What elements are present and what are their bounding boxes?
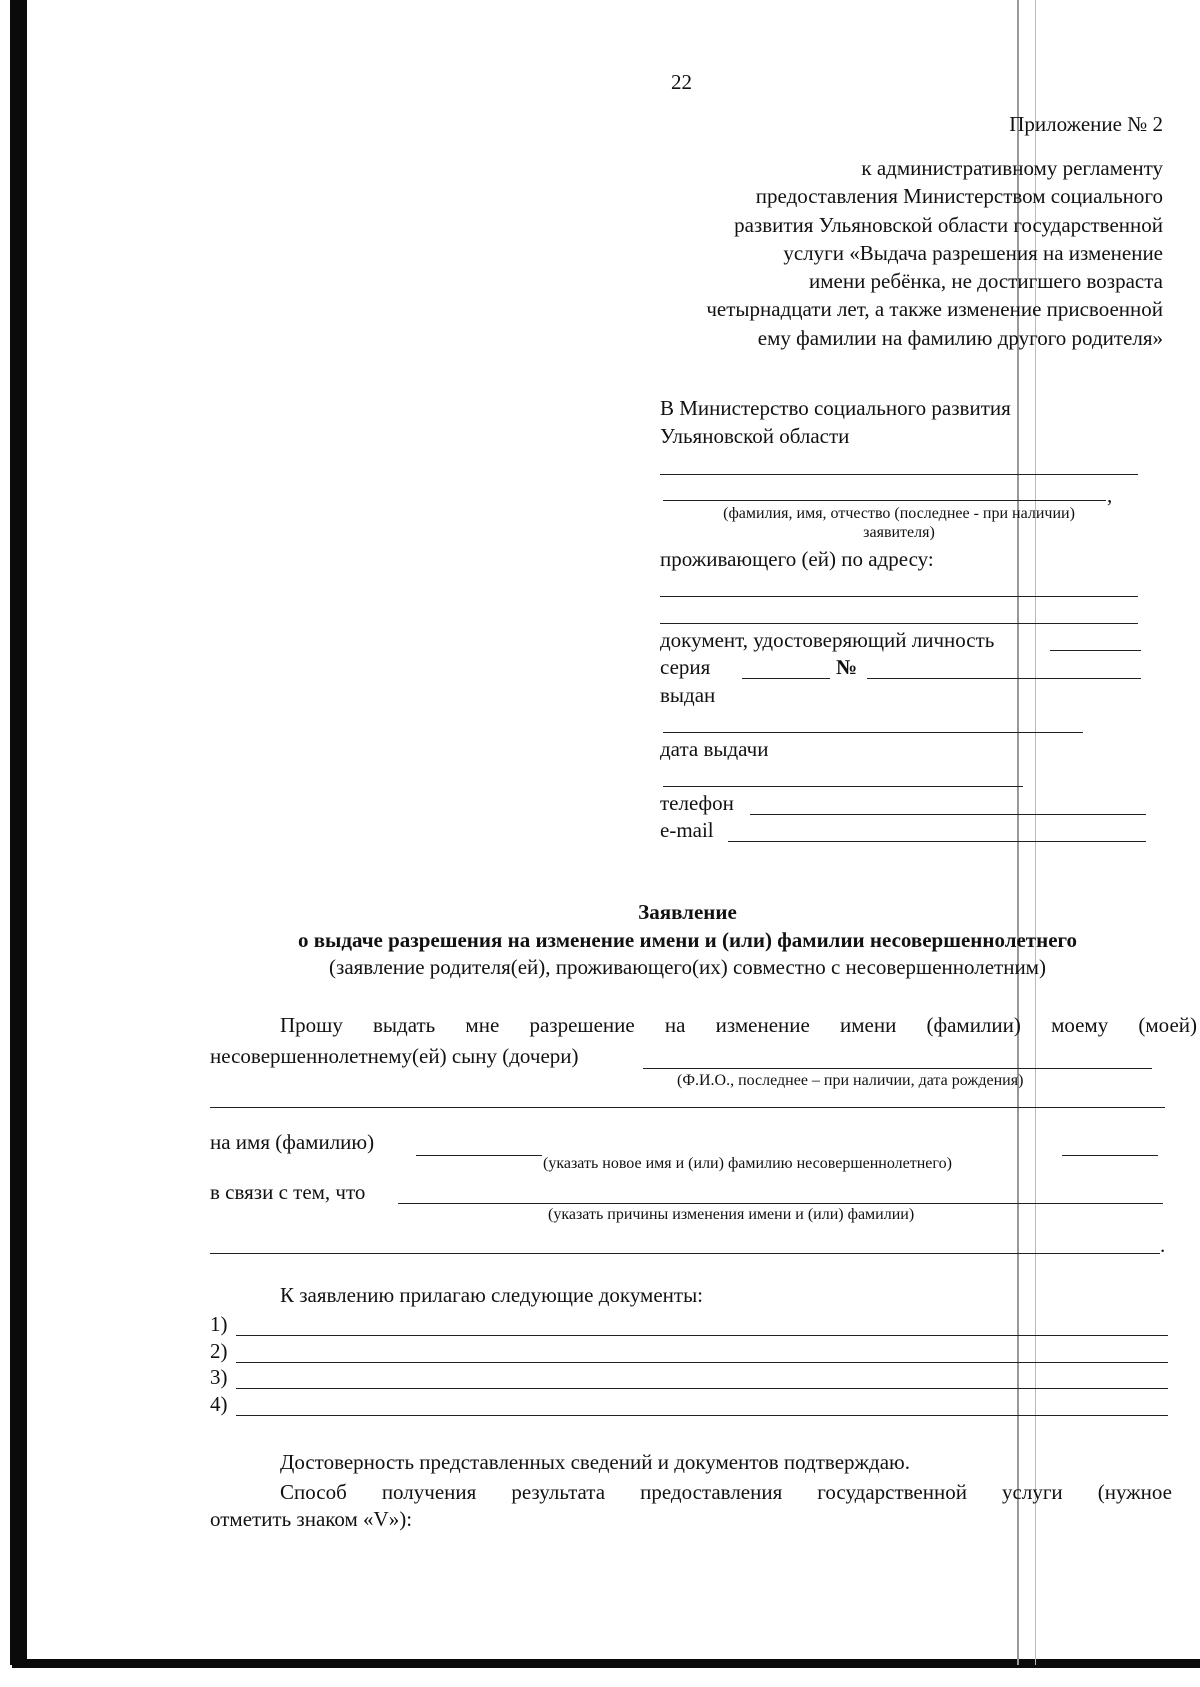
statement-subtitle: о выдаче разрешения на изменение имени и (или) фамилии несовершеннолетнего	[297, 928, 1078, 952]
appendix-line: предоставления Министерством социального	[755, 184, 1163, 209]
appendix-line: четырнадцати лет, а также изменение присвоенной	[706, 297, 1163, 322]
scan-border-bottom	[12, 1659, 1200, 1668]
reason-period: .	[1160, 1233, 1166, 1257]
attachment-field-3[interactable]	[236, 1388, 1168, 1389]
method-line-2: отметить знаком «V»):	[210, 1507, 413, 1531]
appendix-title: Приложение № 2	[1009, 112, 1163, 136]
attachment-field-1[interactable]	[236, 1335, 1168, 1336]
reason-label: в связи с тем, что	[210, 1180, 366, 1204]
appendix-line: услуги «Выдача разрешения на изменение	[783, 240, 1163, 265]
request-line-2: несовершеннолетнему(ей) сыну (дочери)	[210, 1044, 579, 1068]
address-field-line-2[interactable]	[660, 623, 1138, 624]
request-line-1: Прошу выдать мне разрешение на изменение имени (фамилии) моему (моей)	[280, 1013, 1197, 1037]
phone-field[interactable]	[750, 814, 1146, 815]
series-field[interactable]	[742, 678, 830, 679]
attachment-number: 2)	[210, 1339, 228, 1363]
number-label: №	[836, 655, 858, 679]
appendix-line: имени ребёнка, не достигшего возраста	[808, 269, 1163, 294]
method-line-1: Способ получения результата предоставления государственной услуги (нужное	[280, 1480, 1172, 1504]
id-doc-field[interactable]	[1050, 650, 1141, 651]
address-field-line-1[interactable]	[660, 596, 1138, 597]
phone-label: телефон	[660, 791, 734, 815]
id-doc-label: документ, удостоверяющий личность	[660, 628, 995, 652]
fio-field-line-1[interactable]	[660, 474, 1138, 475]
addressee-line-1: В Министерство социального развития	[660, 396, 1011, 420]
statement-note: (заявление родителя(ей), проживающего(их) совместно с несовершеннолетним)	[329, 955, 1046, 979]
addressee-line-2: Ульяновской области	[660, 424, 850, 448]
reason-field-2[interactable]	[210, 1253, 1160, 1254]
issued-field[interactable]	[663, 732, 1083, 733]
appendix-text	[706, 154, 1163, 352]
new-name-hint: (указать новое имя и (или) фамилию несовершеннолетнего)	[543, 1155, 952, 1172]
new-name-field-end[interactable]	[1062, 1155, 1158, 1156]
fio-comma: ,	[1107, 483, 1113, 507]
child-hint: (Ф.И.О., последнее – при наличии, дата рождения)	[677, 1072, 1024, 1089]
email-label: e-mail	[660, 818, 714, 842]
page-number: 22	[671, 70, 692, 94]
issued-label: выдан	[660, 683, 716, 707]
child-name-field-2[interactable]	[210, 1107, 1165, 1108]
child-name-field[interactable]	[643, 1068, 1152, 1069]
number-field[interactable]	[867, 678, 1141, 679]
reason-field[interactable]	[398, 1203, 1163, 1204]
issue-date-label: дата выдачи	[660, 737, 769, 761]
new-name-field[interactable]	[416, 1155, 542, 1156]
attachment-field-2[interactable]	[236, 1362, 1168, 1363]
attach-intro: К заявлению прилагаю следующие документы:	[280, 1283, 704, 1307]
fio-hint: заявителя)	[863, 524, 935, 541]
appendix-line: к административному регламенту	[861, 156, 1163, 180]
scan-border-left	[10, 0, 27, 1665]
appendix-line: ему фамилии на фамилию другого родителя»	[757, 325, 1163, 350]
address-label: проживающего (ей) по адресу:	[660, 547, 934, 571]
series-label: серия	[660, 655, 711, 679]
reason-hint: (указать причины изменения имени и (или) фамилии)	[548, 1206, 915, 1223]
issue-date-field[interactable]	[663, 786, 1023, 787]
email-field[interactable]	[728, 841, 1146, 842]
attachment-number: 1)	[210, 1312, 228, 1336]
appendix-line: развития Ульяновской области государственной	[734, 212, 1163, 237]
attachment-number: 4)	[210, 1392, 228, 1416]
confirm-text: Достоверность представленных сведений и документов подтверждаю.	[280, 1450, 910, 1474]
new-name-label: на имя (фамилию)	[210, 1130, 375, 1154]
fio-field-line-2[interactable]	[663, 500, 1106, 501]
fio-hint: (фамилия, имя, отчество (последнее - при наличии)	[723, 505, 1075, 522]
statement-title: Заявление	[638, 900, 737, 924]
attachment-field-4[interactable]	[236, 1415, 1168, 1416]
attachment-number: 3)	[210, 1365, 228, 1389]
